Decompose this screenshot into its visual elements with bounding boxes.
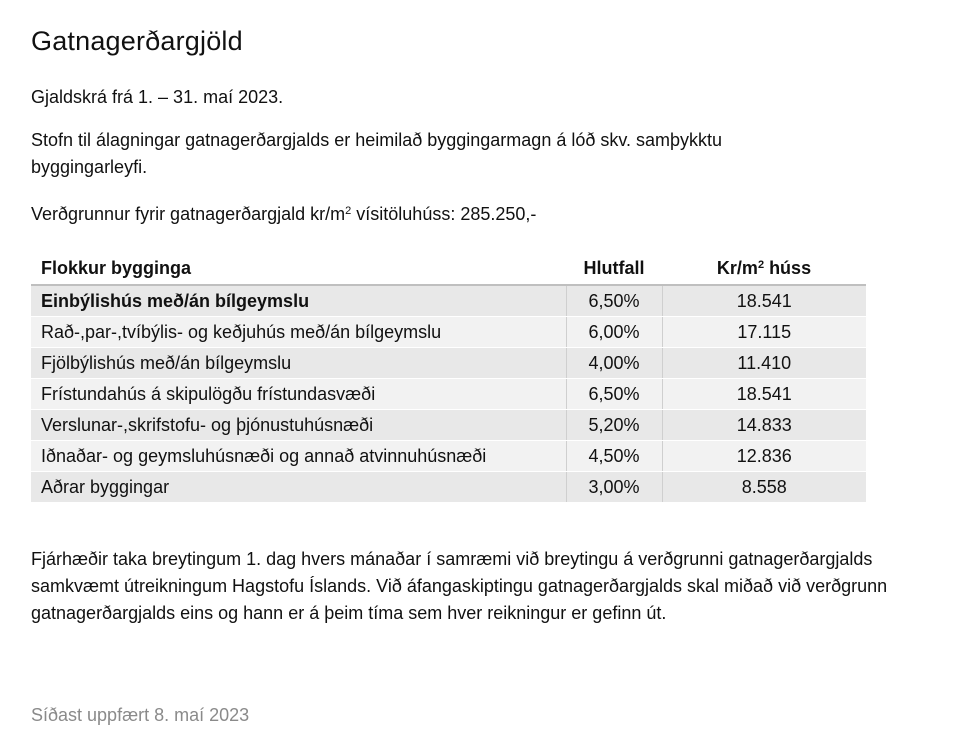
cell-flokkur: Iðnaðar- og geymsluhúsnæði og annað atvinnuhúsnæði	[31, 441, 566, 472]
verdgrunnur-prefix: Verðgrunnur fyrir gatnagerðargjald kr/m	[31, 204, 346, 224]
table-row	[31, 410, 866, 441]
gjold-table	[31, 253, 866, 503]
cell-flokkur: Frístundahús á skipulögðu frístundasvæði	[31, 379, 566, 410]
cell-kr: 11.410	[662, 348, 866, 379]
cell-kr: 17.115	[662, 317, 866, 348]
header-flokkur: Flokkur bygginga	[31, 253, 566, 285]
stofn-text: Stofn til álagningar gatnagerðargjalds er heimilað byggingarmagn á lóð skv. samþykktu byggingarleyfi.	[31, 130, 723, 177]
cell-hlutfall: 4,50%	[566, 441, 662, 472]
header-hlutfall: Hlutfall	[566, 253, 662, 285]
table-row	[31, 285, 866, 317]
cell-kr: 18.541	[662, 379, 866, 410]
cell-hlutfall: 5,20%	[566, 410, 662, 441]
cell-hlutfall: 6,50%	[566, 379, 662, 410]
verdgrunnur-sup: 2	[345, 205, 352, 217]
cell-flokkur: Rað-,par-,tvíbýlis- og keðjuhús með/án bílgeymslu	[31, 317, 566, 348]
cell-hlutfall: 3,00%	[566, 472, 662, 503]
header-krm	[662, 253, 866, 285]
cell-kr: 14.833	[662, 410, 866, 441]
header-krm-sup: 2	[757, 259, 765, 271]
verdgrunnur-text	[31, 201, 536, 228]
table-row	[31, 441, 866, 472]
verdgrunnur-suffix: vísitöluhúss: 285.250,-	[351, 204, 537, 224]
cell-flokkur: Aðrar byggingar	[31, 472, 566, 503]
table-header-row	[31, 253, 866, 285]
cell-kr: 8.558	[662, 472, 866, 503]
header-krm-prefix: Kr/m	[716, 258, 758, 278]
header-krm-suffix: húss	[764, 258, 812, 278]
fjarhaedir-text: Fjárhæðir taka breytingum 1. dag hvers mánaðar í samræmi við breytingu á verðgrunni gatnagerðargjalds samkvæmt útreikningum Hagstofu Íslands. Við áfangaskiptingu gatnagerðargjalds skal miðað við verðgrunn gatnagerðargjalds eins og hann er á þeim tíma sem hver reikningur er gefinn út.	[31, 549, 888, 623]
cell-flokkur: Einbýlishús með/án bílgeymslu	[31, 285, 566, 317]
cell-kr: 18.541	[662, 285, 866, 317]
cell-hlutfall: 6,00%	[566, 317, 662, 348]
table-row	[31, 317, 866, 348]
last-updated: Síðast uppfært 8. maí 2023	[31, 705, 250, 725]
cell-kr: 12.836	[662, 441, 866, 472]
table-row	[31, 472, 866, 503]
gjaldskra-text: Gjaldskrá frá 1. – 31. maí 2023.	[31, 87, 284, 107]
cell-flokkur: Verslunar-,skrifstofu- og þjónustuhúsnæði	[31, 410, 566, 441]
cell-hlutfall: 6,50%	[566, 285, 662, 317]
table-row	[31, 348, 866, 379]
cell-flokkur: Fjölbýlishús með/án bílgeymslu	[31, 348, 566, 379]
cell-hlutfall: 4,00%	[566, 348, 662, 379]
page-title: Gatnagerðargjöld	[31, 26, 243, 56]
table-row	[31, 379, 866, 410]
